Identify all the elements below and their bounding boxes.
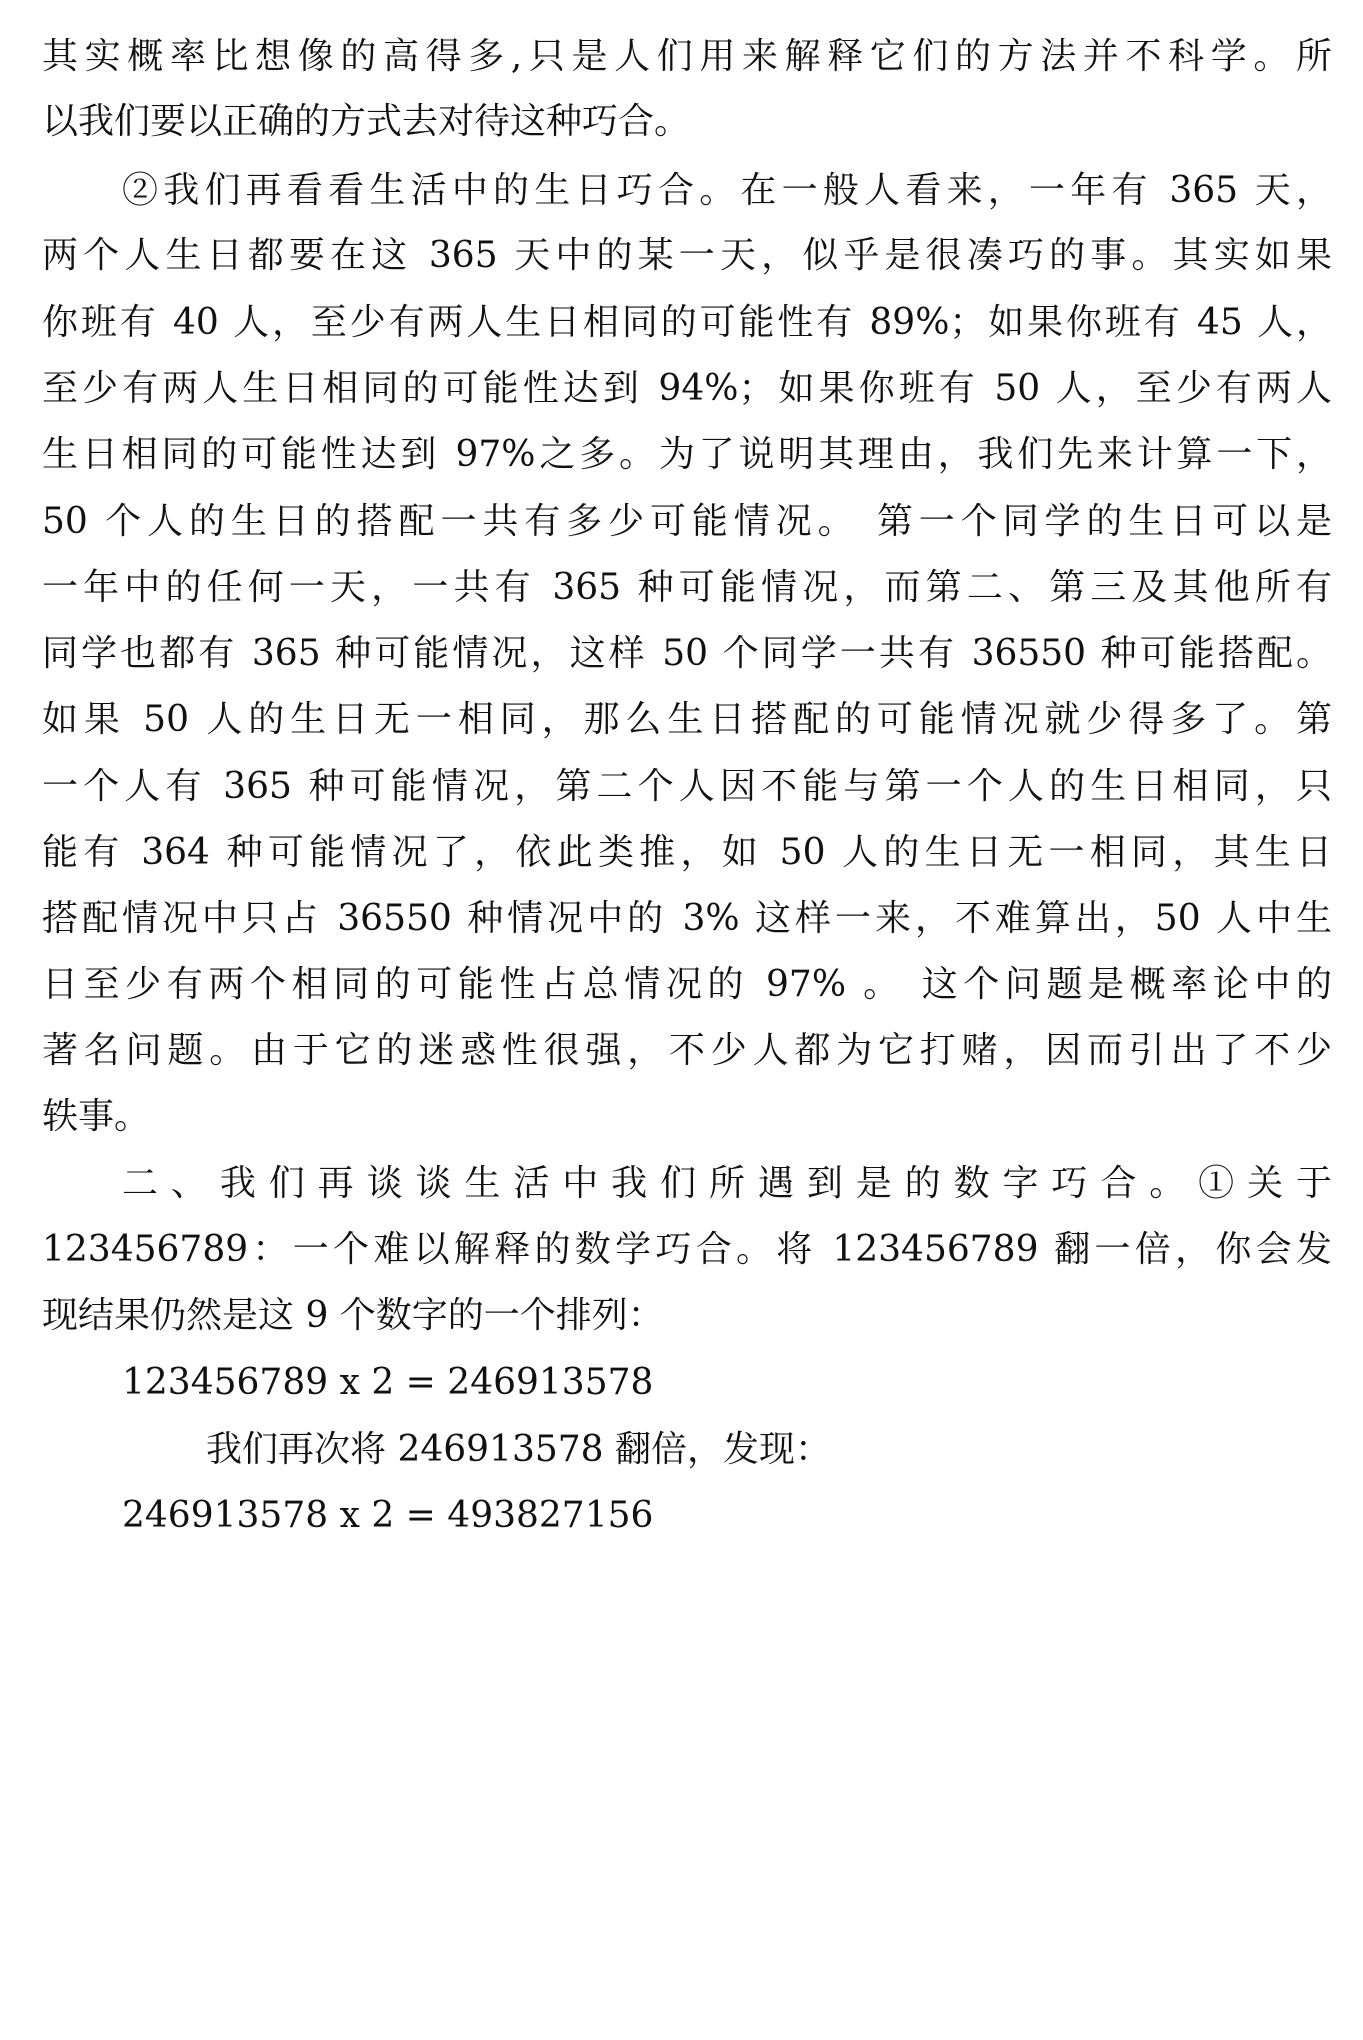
paragraph-line-14: 搭配情况中只占 36550 种情况中的 3% 这样一来，不难算出，50 人中生 (42, 898, 1332, 939)
formula-line-2: 246913578 x 2 = 493827156 (122, 1495, 654, 1536)
paragraph-line-16: 著名问题。由于它的迷惑性很强，不少人都为它打赌，因而引出了不少 (42, 1030, 1332, 1071)
paragraph-line-10: 同学也都有 365 种可能情况，这样 50 个同学一共有 36550 种可能搭配。 (42, 633, 1332, 674)
paragraph-line-19: 123456789：一个难以解释的数学巧合。将 123456789 翻一倍，你会发 (42, 1229, 1332, 1270)
paragraph-line-13: 能有 364 种可能情况了，依此类推，如 50 人的生日无一相同，其生日 (42, 832, 1332, 873)
formula-line-1: 123456789 x 2 = 246913578 (122, 1362, 654, 1403)
paragraph-line-2: 以我们要以正确的方式去对待这种巧合。 (42, 101, 691, 142)
paragraph-line-20: 现结果仍然是这 9 个数字的一个排列： (42, 1295, 664, 1336)
paragraph-line-1: 其实概率比想像的高得多,只是人们用来解释它们的方法并不科学。所 (42, 36, 1332, 77)
paragraph-line-17: 轶事。 (42, 1096, 151, 1137)
paragraph-line-12: 一个人有 365 种可能情况，第二个人因不能与第一个人的生日相同，只 (42, 766, 1332, 807)
paragraph-line-9: 一年中的任何一天，一共有 365 种可能情况，而第二、第三及其他所有 (42, 567, 1332, 608)
paragraph-line-4: 两个人生日都要在这 365 天中的某一天，似乎是很凑巧的事。其实如果 (42, 235, 1332, 276)
paragraph-line-18: 二、我们再谈谈生活中我们所遇到是的数字巧合。①关于 (122, 1163, 1332, 1204)
paragraph-line-15: 日至少有两个相同的可能性占总情况的 97% 。 这个问题是概率论中的 (42, 964, 1332, 1005)
paragraph-line-7: 生日相同的可能性达到 97%之多。为了说明其理由，我们先来计算一下， (42, 434, 1332, 475)
paragraph-line-6: 至少有两人生日相同的可能性达到 94%；如果你班有 50 人，至少有两人 (42, 368, 1332, 409)
paragraph-line-5: 你班有 40 人，至少有两人生日相同的可能性有 89%；如果你班有 45 人， (42, 302, 1332, 343)
paragraph-line-11: 如果 50 人的生日无一相同，那么生日搭配的可能情况就少得多了。第 (42, 699, 1332, 740)
paragraph-line-8: 50 个人的生日的搭配一共有多少可能情况。 第一个同学的生日可以是 (42, 501, 1332, 542)
paragraph-line-21: 我们再次将 246913578 翻倍，发现： (206, 1429, 832, 1470)
paragraph-line-3: ②我们再看看生活中的生日巧合。在一般人看来，一年有 365 天， (122, 170, 1332, 211)
